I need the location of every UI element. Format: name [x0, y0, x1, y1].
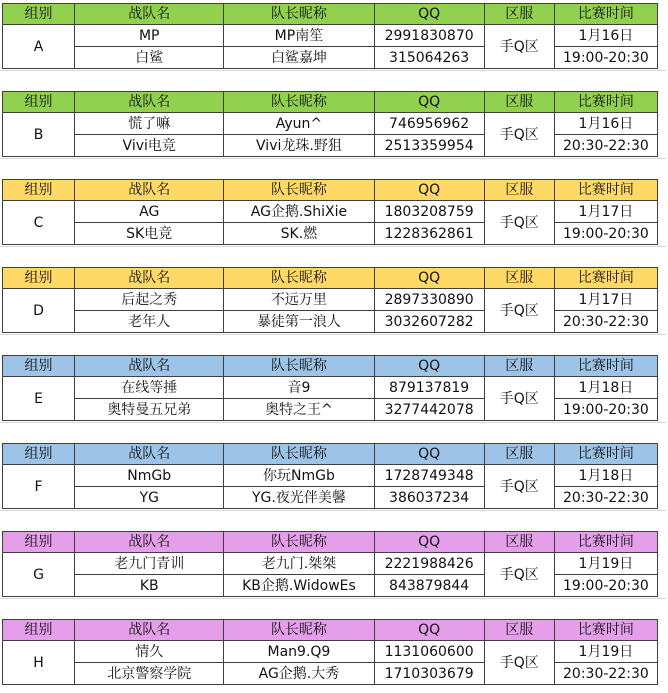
header-group[interactable]: 组别: [3, 92, 75, 113]
table-row: [3, 25, 658, 47]
captain-cell[interactable]: Man9.Q9: [224, 641, 374, 663]
group-block-e: [2, 355, 668, 421]
header-qq[interactable]: QQ: [374, 444, 484, 465]
time-slot-cell[interactable]: 20:30-22:30: [554, 135, 657, 157]
qq-cell[interactable]: 3277442078: [374, 399, 484, 421]
server-cell[interactable]: 手Q区: [484, 641, 554, 685]
date-cell[interactable]: 1月16日: [554, 113, 657, 135]
team-name-cell[interactable]: 老九门青训: [75, 553, 224, 575]
row-gap-line: [0, 246, 666, 247]
captain-cell[interactable]: 不远万里: [224, 289, 374, 311]
date-cell[interactable]: 1月18日: [554, 377, 657, 399]
header-qq[interactable]: QQ: [374, 4, 484, 25]
captain-cell[interactable]: 暴徒第一浪人: [224, 311, 374, 333]
header-captain[interactable]: 队长昵称: [224, 532, 374, 553]
group-id-cell[interactable]: E: [3, 377, 75, 421]
table-row: [3, 311, 658, 333]
qq-cell[interactable]: 843879844: [374, 575, 484, 597]
server-cell[interactable]: 手Q区: [484, 113, 554, 157]
qq-cell[interactable]: 1728749348: [374, 465, 484, 487]
time-slot-cell[interactable]: 20:30-22:30: [554, 311, 657, 333]
captain-cell[interactable]: 奥特之王^: [224, 399, 374, 421]
server-cell[interactable]: 手Q区: [484, 25, 554, 69]
table-row: [3, 663, 658, 685]
captain-cell[interactable]: 音9: [224, 377, 374, 399]
captain-cell[interactable]: 老九门.桀桀: [224, 553, 374, 575]
group-id-cell[interactable]: F: [3, 465, 75, 509]
header-team[interactable]: 战队名: [75, 180, 224, 201]
row-gap-line: [0, 158, 666, 159]
row-gap-line: [0, 598, 666, 599]
group-id-cell[interactable]: H: [3, 641, 75, 685]
qq-cell[interactable]: 1710303679: [374, 663, 484, 685]
group-block-b: [2, 91, 668, 157]
header-team[interactable]: 战队名: [75, 268, 224, 289]
team-name-cell[interactable]: 白鲨: [75, 47, 224, 69]
header-server[interactable]: 区服: [484, 356, 554, 377]
header-team[interactable]: 战队名: [75, 356, 224, 377]
table-row: [3, 465, 658, 487]
row-gap-line: [0, 422, 666, 423]
table-row: [3, 289, 658, 311]
group-id-cell[interactable]: B: [3, 113, 75, 157]
header-team[interactable]: 战队名: [75, 620, 224, 641]
header-group[interactable]: 组别: [3, 180, 75, 201]
captain-cell[interactable]: MP南笙: [224, 25, 374, 47]
header-row: [3, 356, 658, 377]
date-cell[interactable]: 1月17日: [554, 201, 657, 223]
qq-cell[interactable]: 386037234: [374, 487, 484, 509]
qq-cell[interactable]: 2221988426: [374, 553, 484, 575]
server-cell[interactable]: 手Q区: [484, 377, 554, 421]
header-time[interactable]: 比赛时间: [554, 532, 657, 553]
group-id-cell[interactable]: A: [3, 25, 75, 69]
header-group[interactable]: 组别: [3, 268, 75, 289]
header-group[interactable]: 组别: [3, 620, 75, 641]
time-slot-cell[interactable]: 19:00-20:30: [554, 223, 657, 245]
group-table: [2, 355, 658, 421]
header-time[interactable]: 比赛时间: [554, 180, 657, 201]
table-row: [3, 553, 658, 575]
header-time[interactable]: 比赛时间: [554, 620, 657, 641]
header-captain[interactable]: 队长昵称: [224, 444, 374, 465]
time-slot-cell[interactable]: 19:00-20:30: [554, 399, 657, 421]
date-cell[interactable]: 1月16日: [554, 25, 657, 47]
header-qq[interactable]: QQ: [374, 180, 484, 201]
qq-cell[interactable]: 746956962: [374, 113, 484, 135]
qq-cell[interactable]: 315064263: [374, 47, 484, 69]
group-block-f: [2, 443, 668, 509]
table-row: [3, 223, 658, 245]
header-server[interactable]: 区服: [484, 4, 554, 25]
qq-cell[interactable]: 3032607282: [374, 311, 484, 333]
group-table: [2, 179, 658, 245]
captain-cell[interactable]: YG.夜光伴美馨: [224, 487, 374, 509]
header-row: [3, 92, 658, 113]
team-name-cell[interactable]: KB: [75, 575, 224, 597]
header-captain[interactable]: 队长昵称: [224, 92, 374, 113]
header-server[interactable]: 区服: [484, 180, 554, 201]
header-captain[interactable]: 队长昵称: [224, 4, 374, 25]
group-block-d: [2, 267, 668, 333]
table-row: [3, 135, 658, 157]
header-captain[interactable]: 队长昵称: [224, 268, 374, 289]
header-qq[interactable]: QQ: [374, 620, 484, 641]
header-row: [3, 4, 658, 25]
group-id-cell[interactable]: C: [3, 201, 75, 245]
header-time[interactable]: 比赛时间: [554, 4, 657, 25]
qq-cell[interactable]: 2513359954: [374, 135, 484, 157]
team-name-cell[interactable]: NmGb: [75, 465, 224, 487]
header-time[interactable]: 比赛时间: [554, 268, 657, 289]
captain-cell[interactable]: 你玩NmGb: [224, 465, 374, 487]
table-row: [3, 201, 658, 223]
group-id-cell[interactable]: D: [3, 289, 75, 333]
time-slot-cell[interactable]: 20:30-22:30: [554, 663, 657, 685]
captain-cell[interactable]: Vivi龙珠.野狙: [224, 135, 374, 157]
header-server[interactable]: 区服: [484, 92, 554, 113]
qq-cell[interactable]: 1131060600: [374, 641, 484, 663]
team-name-cell[interactable]: 老年人: [75, 311, 224, 333]
date-cell[interactable]: 1月18日: [554, 465, 657, 487]
group-table: [2, 619, 658, 685]
captain-cell[interactable]: 白鲨嘉坤: [224, 47, 374, 69]
team-name-cell[interactable]: Vivi电竞: [75, 135, 224, 157]
qq-cell[interactable]: 1228362861: [374, 223, 484, 245]
header-group[interactable]: 组别: [3, 532, 75, 553]
header-qq[interactable]: QQ: [374, 532, 484, 553]
header-time[interactable]: 比赛时间: [554, 92, 657, 113]
header-captain[interactable]: 队长昵称: [224, 356, 374, 377]
qq-cell[interactable]: 879137819: [374, 377, 484, 399]
group-block-a: [2, 3, 668, 69]
captain-cell[interactable]: Ayun^: [224, 113, 374, 135]
table-row: [3, 487, 658, 509]
team-name-cell[interactable]: MP: [75, 25, 224, 47]
header-server[interactable]: 区服: [484, 532, 554, 553]
header-server[interactable]: 区服: [484, 268, 554, 289]
header-row: [3, 180, 658, 201]
table-row: [3, 377, 658, 399]
row-gap-line: [0, 510, 666, 511]
time-slot-cell[interactable]: 19:00-20:30: [554, 575, 657, 597]
group-table: [2, 531, 658, 597]
group-block-h: [2, 619, 668, 685]
team-name-cell[interactable]: 北京警察学院: [75, 663, 224, 685]
team-name-cell[interactable]: AG: [75, 201, 224, 223]
header-group[interactable]: 组别: [3, 444, 75, 465]
header-team[interactable]: 战队名: [75, 444, 224, 465]
server-cell[interactable]: 手Q区: [484, 465, 554, 509]
team-name-cell[interactable]: 奥特曼五兄弟: [75, 399, 224, 421]
team-name-cell[interactable]: SK电竞: [75, 223, 224, 245]
header-qq[interactable]: QQ: [374, 356, 484, 377]
group-id-cell[interactable]: G: [3, 553, 75, 597]
header-team[interactable]: 战队名: [75, 532, 224, 553]
table-row: [3, 47, 658, 69]
captain-cell[interactable]: SK.燃: [224, 223, 374, 245]
header-team[interactable]: 战队名: [75, 92, 224, 113]
server-cell[interactable]: 手Q区: [484, 553, 554, 597]
header-group[interactable]: 组别: [3, 4, 75, 25]
table-row: [3, 575, 658, 597]
captain-cell[interactable]: KB企鹅.WidowEs: [224, 575, 374, 597]
header-row: [3, 444, 658, 465]
time-slot-cell[interactable]: 19:00-20:30: [554, 47, 657, 69]
group-table: [2, 443, 658, 509]
group-table: [2, 267, 658, 333]
row-gap-line: [0, 334, 666, 335]
qq-cell[interactable]: 2991830870: [374, 25, 484, 47]
header-team[interactable]: 战队名: [75, 4, 224, 25]
captain-cell[interactable]: AG企鹅.大秀: [224, 663, 374, 685]
table-row: [3, 113, 658, 135]
header-group[interactable]: 组别: [3, 356, 75, 377]
time-slot-cell[interactable]: 20:30-22:30: [554, 487, 657, 509]
header-captain[interactable]: 队长昵称: [224, 180, 374, 201]
table-row: [3, 641, 658, 663]
team-name-cell[interactable]: 后起之秀: [75, 289, 224, 311]
qq-cell[interactable]: 1803208759: [374, 201, 484, 223]
date-cell[interactable]: 1月17日: [554, 289, 657, 311]
qq-cell[interactable]: 2897330890: [374, 289, 484, 311]
header-time[interactable]: 比赛时间: [554, 356, 657, 377]
table-row: [3, 399, 658, 421]
team-name-cell[interactable]: YG: [75, 487, 224, 509]
server-cell[interactable]: 手Q区: [484, 201, 554, 245]
header-row: [3, 620, 658, 641]
header-row: [3, 268, 658, 289]
group-block-c: [2, 179, 668, 245]
captain-cell[interactable]: AG企鹅.ShiXie: [224, 201, 374, 223]
group-table: [2, 3, 658, 69]
header-qq[interactable]: QQ: [374, 268, 484, 289]
server-cell[interactable]: 手Q区: [484, 289, 554, 333]
header-qq[interactable]: QQ: [374, 92, 484, 113]
team-name-cell[interactable]: 情久: [75, 641, 224, 663]
date-cell[interactable]: 1月19日: [554, 641, 657, 663]
header-row: [3, 532, 658, 553]
header-captain[interactable]: 队长昵称: [224, 620, 374, 641]
header-server[interactable]: 区服: [484, 620, 554, 641]
team-name-cell[interactable]: 慌了嘛: [75, 113, 224, 135]
row-gap-line: [0, 70, 666, 71]
team-name-cell[interactable]: 在线等捶: [75, 377, 224, 399]
group-table: [2, 91, 658, 157]
date-cell[interactable]: 1月19日: [554, 553, 657, 575]
header-time[interactable]: 比赛时间: [554, 444, 657, 465]
header-server[interactable]: 区服: [484, 444, 554, 465]
group-block-g: [2, 531, 668, 597]
